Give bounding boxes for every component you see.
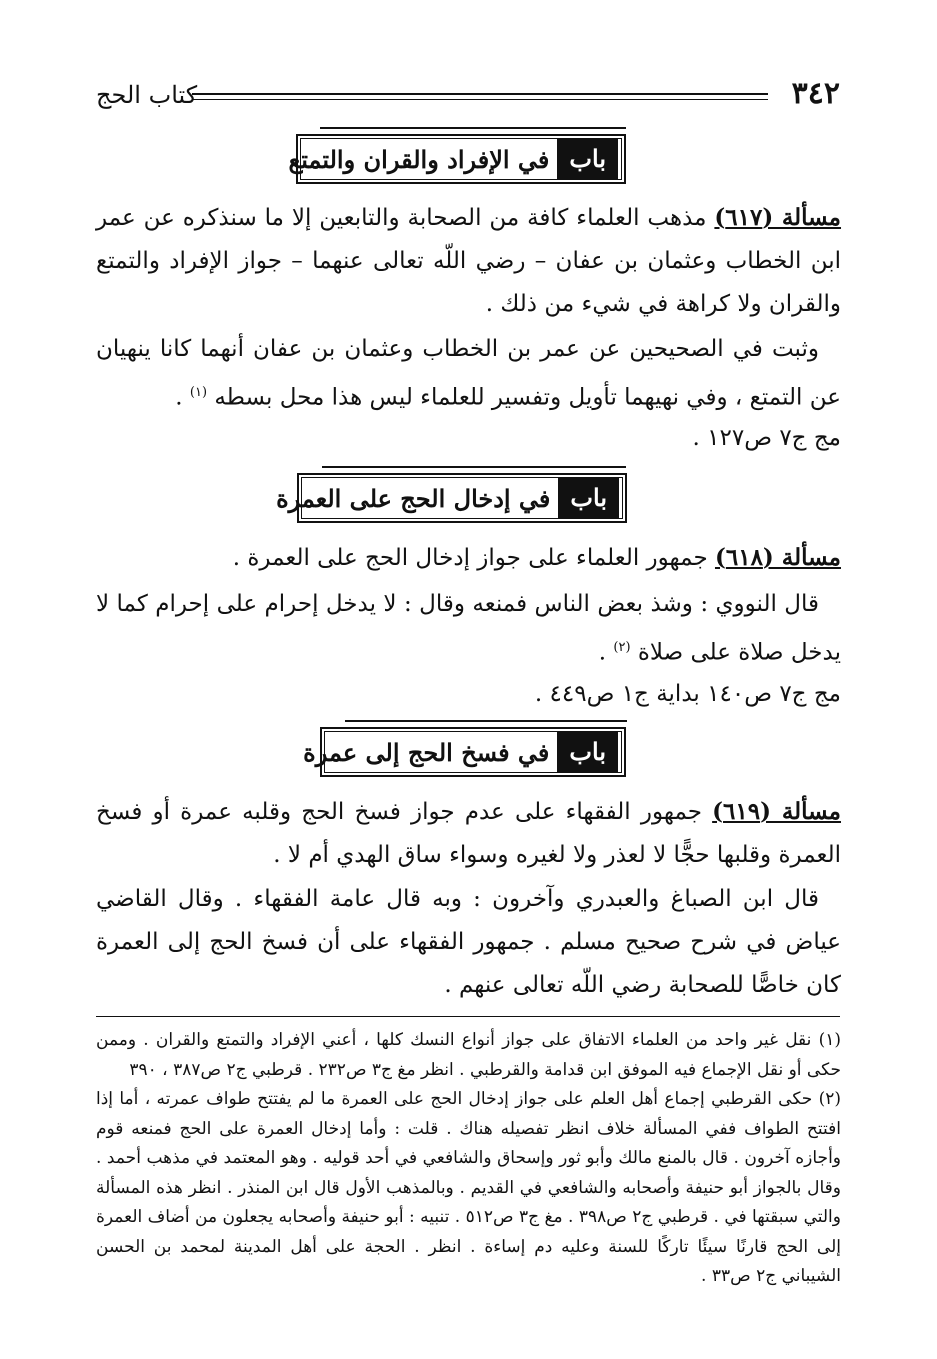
footnotes	[96, 1026, 841, 1292]
chapter-heading-ifrad	[288, 134, 626, 184]
paragraph: قال النووي : وشذ بعض الناس فمنعه وقال : لا يدخل إحرام على إحرام كما لا يدخل صلاة على صلاة $^{(٢)}$ .	[96, 591, 841, 666]
chapter-title: في فسخ الحج إلى عمرة	[303, 737, 550, 767]
reference-text: مج ج٧ ص١٤٠ بداية ج١ ص٤٤٩ .	[534, 681, 841, 707]
chapter-overline	[345, 720, 627, 722]
footnote-1: (١) نقل غير واحد من العلماء الاتفاق على جواز أنواع النسك كلها ، أعني الإفراد والتمتع والقران . وممن حكى أو نقل الإجماع فيه الموفق ابن قدامة والقرطبي . انظر مغ ج٣ ص٢٣٢ . قرطبي ج٢ ص٣٨٧ ، ٣٩٠	[96, 1030, 841, 1080]
paragraph-text: وثبت في الصحيحين عن عمر بن الخطاب وعثمان بن عفان أنهما كانا ينهيان عن التمتع ، وفي نهيهما تأويل وتفسير للعلماء ليس هذا محل بسطه	[96, 336, 841, 411]
chapter-overline	[320, 127, 626, 129]
footnote-marker: (٢)	[613, 640, 631, 655]
reference-line	[96, 674, 841, 714]
chapter-heading-faskh	[303, 727, 626, 777]
page-number: ٣٤٢	[791, 76, 840, 111]
issue-617	[96, 196, 841, 326]
chapter-heading-idkhal	[276, 473, 627, 523]
issue-text: جمهور الفقهاء على عدم جواز فسخ الحج وقلبه عمرة أو فسخ العمرة وقلبها حجًّا لا لعذر ولا لغيره وسواء ساق الهدي أم لا .	[96, 799, 841, 868]
chapter-overline	[322, 466, 626, 468]
footnote-rule	[96, 1016, 840, 1017]
running-header	[96, 76, 840, 116]
issue-text: مذهب العلماء كافة من الصحابة والتابعين إلا ما سنذكره عن عمر ابن الخطاب وعثمان بن عفان – رضي اللّه تعالى عنهما – جواز الإفراد والتمتع والقران ولا كراهة في شيء من ذلك .	[96, 205, 841, 317]
footnote-marker: (١)	[189, 385, 208, 400]
chapter-title: في إدخال الحج على العمرة	[276, 483, 551, 513]
issue-label: مسألة (٦١٨)	[714, 544, 841, 571]
chapter-title: في الإفراد والقران والتمتع	[288, 144, 550, 174]
paragraph-text: قال ابن الصباغ والعبدري وآخرون : وبه قال عامة الفقهاء . وقال القاضي عياض في شرح صحيح مسلم . جمهور الفقهاء على أن فسخ الحج إلى العمرة كان خاصًّا للصحابة رضي اللّه تعالى عنهم .	[96, 886, 841, 998]
chapter-bab-label: باب	[557, 732, 618, 772]
issue-618	[96, 536, 841, 580]
paragraph-text: قال النووي : وشذ بعض الناس فمنعه وقال : لا يدخل إحرام على إحرام كما لا يدخل صلاة على صلاة	[96, 591, 841, 666]
chapter-bab-label: باب	[558, 478, 619, 518]
issue-text: جمهور العلماء على جواز إدخال الحج على العمرة .	[232, 545, 708, 571]
reference-text: مج ج٧ ص١٢٧ .	[692, 425, 841, 451]
issue-619	[96, 790, 841, 877]
book-title: كتاب الحج	[96, 81, 198, 109]
footnote-2: (٢) حكى القرطبي إجماع أهل العلم على جواز إدخال الحج على العمرة ما لم يفتتح طواف عمرته ، أما إذا افتتح الطواف ففي المسألة خلاف انظر تفصيله هناك . قلت : وأما إدخال العمرة على الحج فمنعه قوم وأجازه آخرون . قال بالمنع مالك وأبو ثور وإسحاق والشافعي في أحد قوليه . وهو المعتمد في مذهب أحمد . وقال بالجواز أبو حنيفة وأصحابه والشافعي في القديم . وبالمذهب الأول قال ابن المنذر . انظر هذه المسألة والتي سبقتها في . قرطبي ج٢ ص٣٩٨ . مغ ج٣ ص٥١٢ . تنبيه : أبو حنيفة وأصحابه يجعلون من أضاف العمرة إلى الحج قارنًا سيئًا تاركًا للسنة وعليه دم إساءة . انظر . الحجة على أهل المدينة لمحمد بن الحسن الشيباني ج٢ ص٣٣ .	[96, 1089, 841, 1286]
header-rule	[192, 93, 768, 100]
issue-label: مسألة (٦١٩)	[712, 798, 841, 825]
issue-label: مسألة (٦١٧)	[714, 204, 842, 231]
reference-line	[96, 418, 841, 458]
chapter-bab-label: باب	[557, 139, 618, 179]
paragraph: وثبت في الصحيحين عن عمر بن الخطاب وعثمان بن عفان أنهما كانا ينهيان عن التمتع ، وفي نهيهما تأويل وتفسير للعلماء ليس هذا محل بسطه $^{(١)}$ .	[96, 336, 841, 411]
paragraph	[96, 878, 841, 1007]
